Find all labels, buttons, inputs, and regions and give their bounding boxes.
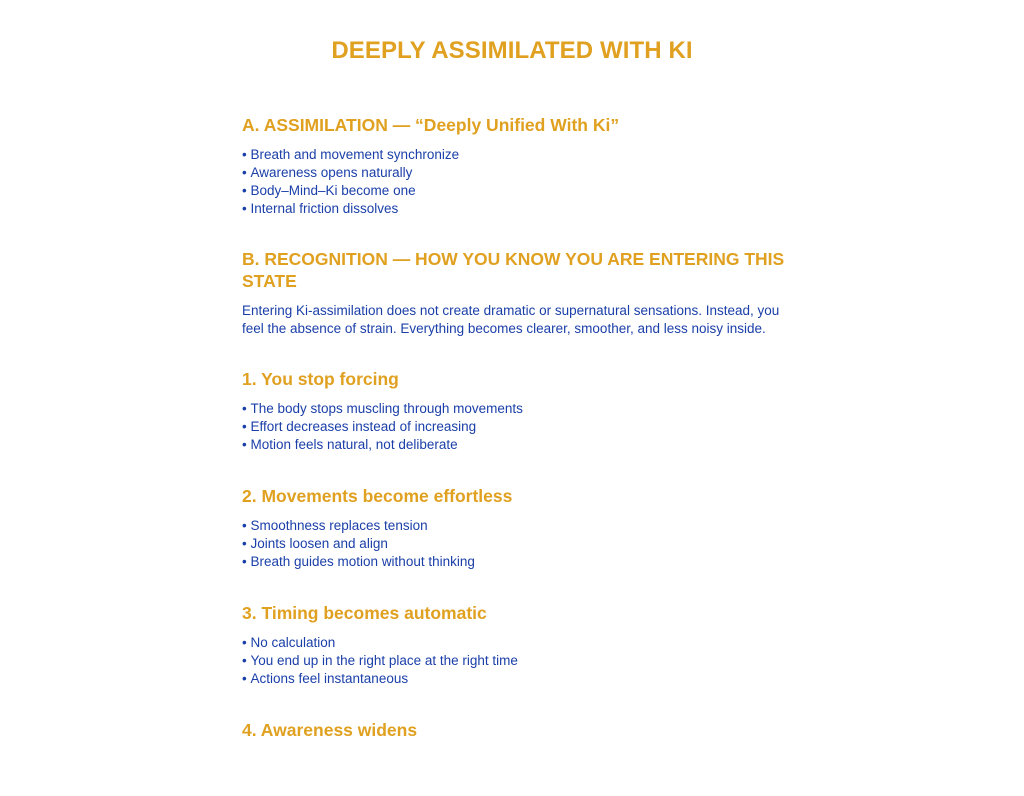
list-item: • Motion feels natural, not deliberate bbox=[242, 436, 802, 454]
section-paragraph: Entering Ki-assimilation does not create dramatic or supernatural sensations. Instead, you feel the absence of strain. Everything becomes clearer, smoother, and less noisy inside. bbox=[242, 303, 780, 337]
section-assimilation bbox=[242, 114, 802, 218]
list-item: • No calculation bbox=[242, 634, 802, 652]
section-recognition bbox=[242, 248, 802, 339]
list-item: • Effort decreases instead of increasing bbox=[242, 418, 802, 436]
document-title: DEEPLY ASSIMILATED WITH KI bbox=[331, 37, 693, 64]
list-item: • You end up in the right place at the right time bbox=[242, 652, 802, 670]
bullet-list bbox=[242, 634, 802, 688]
section-heading: 4. Awareness widens bbox=[242, 719, 418, 740]
section-heading: 3. Timing becomes automatic bbox=[242, 602, 487, 623]
section-heading: 1. You stop forcing bbox=[242, 368, 399, 389]
bullet-list bbox=[242, 517, 802, 571]
list-item: • Breath and movement synchronize bbox=[242, 146, 802, 164]
document-body bbox=[242, 114, 802, 751]
section-heading: B. RECOGNITION — HOW YOU KNOW YOU ARE ENTERING THIS STATE bbox=[242, 249, 785, 291]
section-awareness-widens bbox=[242, 719, 802, 741]
section-automatic-timing bbox=[242, 602, 802, 688]
list-item: • Smoothness replaces tension bbox=[242, 517, 802, 535]
list-item: • Breath guides motion without thinking bbox=[242, 553, 802, 571]
section-stop-forcing bbox=[242, 368, 802, 454]
section-heading: A. ASSIMILATION — “Deeply Unified With Ki” bbox=[242, 115, 620, 135]
bullet-list bbox=[242, 146, 802, 218]
section-heading: 2. Movements become effortless bbox=[242, 485, 513, 506]
list-item: • Joints loosen and align bbox=[242, 535, 802, 553]
list-item: • The body stops muscling through movements bbox=[242, 400, 802, 418]
list-item: • Awareness opens naturally bbox=[242, 164, 802, 182]
list-item: • Body–Mind–Ki become one bbox=[242, 182, 802, 200]
list-item: • Internal friction dissolves bbox=[242, 200, 802, 218]
list-item: • Actions feel instantaneous bbox=[242, 670, 802, 688]
section-effortless-movement bbox=[242, 485, 802, 571]
bullet-list bbox=[242, 400, 802, 454]
